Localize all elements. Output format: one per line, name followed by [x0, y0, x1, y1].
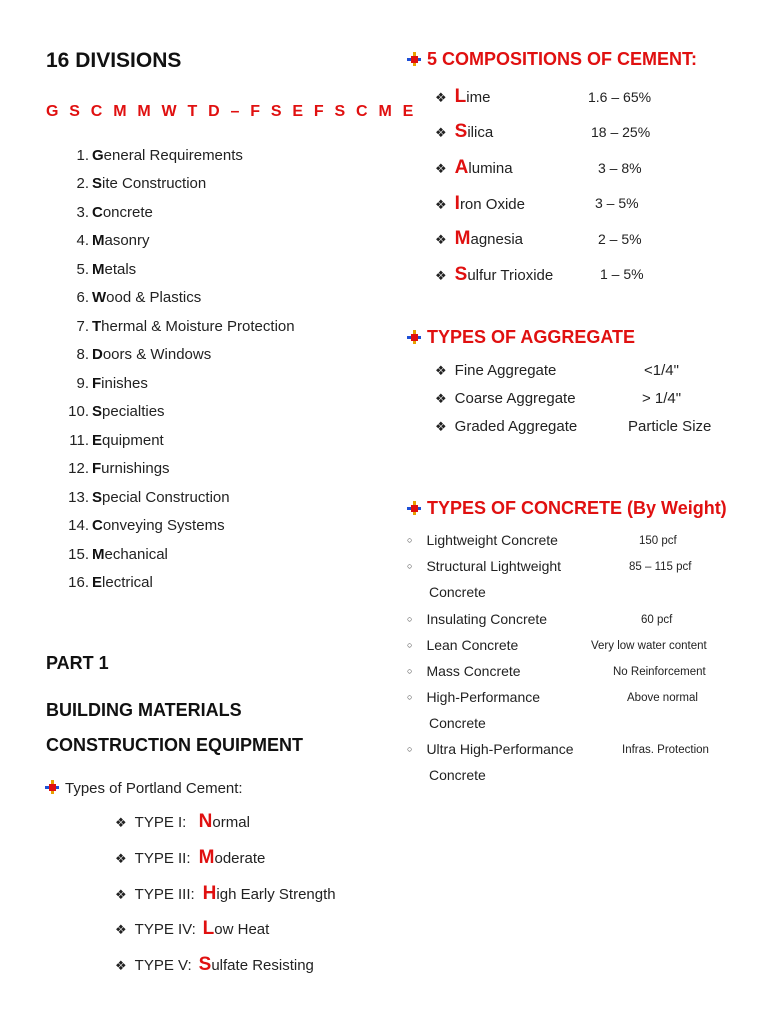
composition-item: ❖ Lime	[435, 86, 491, 107]
aggregate-item: ❖ Coarse Aggregate	[435, 390, 576, 407]
division-item: 11. Equipment	[69, 432, 164, 449]
composition-item: ❖ Iron Oxide	[435, 193, 525, 214]
concrete-item-continuation: Concrete	[429, 715, 486, 731]
aggregate-value: <1/4"	[644, 362, 679, 379]
colored-arrow-bullet-icon	[45, 780, 59, 794]
diamond-bullet-icon: ❖	[435, 419, 447, 434]
circle-bullet-icon: ○	[407, 744, 413, 754]
concrete-value: 85 – 115 pcf	[629, 561, 692, 573]
composition-item: ❖ Silica	[435, 121, 494, 142]
division-item: 5. Metals	[76, 261, 137, 278]
division-item: 14. Conveying Systems	[68, 517, 225, 534]
concrete-item: ○ High-Performance	[407, 689, 541, 705]
colored-arrow-bullet-icon	[407, 330, 421, 344]
aggregate-value: > 1/4"	[642, 390, 682, 407]
diamond-bullet-icon: ❖	[115, 815, 127, 830]
diamond-bullet-icon: ❖	[435, 90, 447, 105]
division-item: 2. Site Construction	[76, 175, 207, 192]
divisions-mnemonic: G S C M M W T D – F S E F S C M E	[46, 103, 417, 120]
aggregate-item: ❖ Fine Aggregate	[435, 362, 557, 379]
division-item: 8. Doors & Windows	[76, 346, 212, 363]
circle-bullet-icon: ○	[407, 535, 413, 545]
circle-bullet-icon: ○	[407, 692, 413, 702]
concrete-item: ○ Structural Lightweight	[407, 558, 562, 574]
composition-item: ❖ Magnesia	[435, 228, 524, 249]
concrete-value: No Reinforcement	[613, 666, 706, 678]
diamond-bullet-icon: ❖	[435, 125, 447, 140]
portland-type-item: ❖ TYPE V: Sulfate Resisting	[115, 954, 314, 975]
composition-item: ❖ Alumina	[435, 157, 513, 178]
composition-range: 2 – 5%	[598, 231, 642, 247]
division-item: 10. Specialties	[68, 403, 165, 420]
colored-arrow-bullet-icon	[407, 501, 421, 515]
diamond-bullet-icon: ❖	[435, 232, 447, 247]
circle-bullet-icon: ○	[407, 640, 413, 650]
composition-range: 1.6 – 65%	[588, 89, 652, 105]
concrete-value: Above normal	[627, 692, 698, 704]
division-item: 7. Thermal & Moisture Protection	[76, 318, 295, 335]
construction-equipment-heading: CONSTRUCTION EQUIPMENT	[46, 735, 304, 755]
circle-bullet-icon: ○	[407, 561, 413, 571]
portland-heading: Types of Portland Cement:	[45, 780, 243, 797]
concrete-item: ○ Lightweight Concrete	[407, 532, 558, 548]
portland-type-item: ❖ TYPE II: Moderate	[115, 847, 266, 868]
diamond-bullet-icon: ❖	[115, 851, 127, 866]
compositions-heading: 5 COMPOSITIONS OF CEMENT:	[407, 49, 697, 70]
concrete-value: Infras. Protection	[622, 744, 709, 756]
part-title: PART 1	[46, 653, 109, 673]
composition-range: 18 – 25%	[591, 124, 651, 140]
diamond-bullet-icon: ❖	[115, 922, 127, 937]
building-materials-heading: BUILDING MATERIALS	[46, 700, 242, 720]
aggregate-value: Particle Size	[628, 418, 712, 435]
concrete-value: Very low water content	[591, 640, 707, 652]
division-item: 12. Furnishings	[68, 460, 170, 477]
division-item: 4. Masonry	[76, 232, 150, 249]
concrete-item-continuation: Concrete	[429, 584, 486, 600]
division-item: 13. Special Construction	[68, 489, 230, 506]
division-item: 1. General Requirements	[76, 147, 243, 164]
division-item: 16. Electrical	[68, 574, 153, 591]
concrete-heading: TYPES OF CONCRETE (By Weight)	[407, 498, 727, 519]
concrete-item: ○ Lean Concrete	[407, 637, 519, 653]
circle-bullet-icon: ○	[407, 666, 413, 676]
diamond-bullet-icon: ❖	[435, 363, 447, 378]
diamond-bullet-icon: ❖	[435, 161, 447, 176]
division-item: 15. Mechanical	[68, 546, 168, 563]
diamond-bullet-icon: ❖	[115, 887, 127, 902]
circle-bullet-icon: ○	[407, 614, 413, 624]
concrete-item-continuation: Concrete	[429, 767, 486, 783]
division-item: 3. Concrete	[76, 204, 153, 221]
concrete-value: 150 pcf	[639, 535, 677, 547]
composition-range: 1 – 5%	[600, 266, 644, 282]
composition-range: 3 – 8%	[598, 160, 642, 176]
portland-type-item: ❖ TYPE I: Normal	[115, 811, 250, 832]
aggregate-item: ❖ Graded Aggregate	[435, 418, 578, 435]
concrete-item: ○ Mass Concrete	[407, 663, 521, 679]
diamond-bullet-icon: ❖	[115, 958, 127, 973]
concrete-item: ○ Insulating Concrete	[407, 611, 548, 627]
composition-range: 3 – 5%	[595, 195, 639, 211]
diamond-bullet-icon: ❖	[435, 197, 447, 212]
concrete-item: ○ Ultra High-Performance	[407, 741, 574, 757]
division-item: 9. Finishes	[76, 375, 148, 392]
composition-item: ❖ Sulfur Trioxide	[435, 264, 554, 285]
division-item: 6. Wood & Plastics	[76, 289, 202, 306]
aggregate-heading: TYPES OF AGGREGATE	[407, 327, 635, 348]
diamond-bullet-icon: ❖	[435, 268, 447, 283]
diamond-bullet-icon: ❖	[435, 391, 447, 406]
colored-arrow-bullet-icon	[407, 52, 421, 66]
concrete-value: 60 pcf	[641, 614, 673, 626]
divisions-title: 16 DIVISIONS	[46, 49, 182, 72]
portland-type-item: ❖ TYPE IV: Low Heat	[115, 918, 270, 939]
portland-type-item: ❖ TYPE III: High Early Strength	[115, 883, 336, 904]
